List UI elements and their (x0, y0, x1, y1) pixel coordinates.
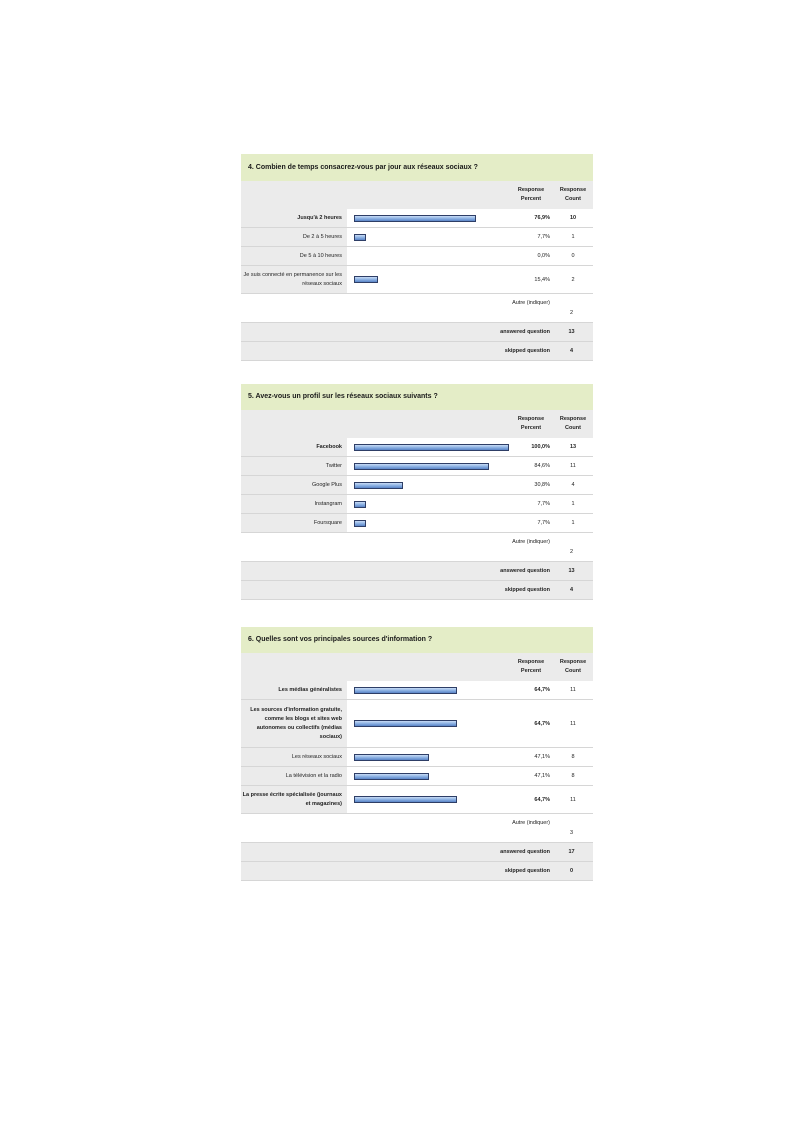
response-bar (354, 754, 429, 761)
table-row (241, 438, 593, 457)
table-row (241, 457, 593, 476)
table-row (241, 700, 593, 748)
answer-label: La presse écrite spécialisée (journaux et magazines) (241, 786, 347, 813)
table-row (241, 514, 593, 533)
survey-question-5 (241, 384, 593, 600)
skipped-count: 4 (569, 348, 574, 354)
answer-label: La télévision et la radio (241, 767, 347, 785)
answered-count: 13 (568, 329, 575, 335)
answer-label: Instangram (241, 495, 347, 513)
response-percent: 30,8% (534, 482, 550, 488)
response-count: 11 (570, 463, 576, 469)
response-count: 1 (571, 501, 575, 507)
other-label: Autre (indiquer) (512, 300, 550, 306)
response-percent: 64,7% (534, 720, 550, 727)
response-count: 11 (570, 687, 576, 693)
answer-label: Facebook (241, 438, 347, 456)
response-count-header: Response Count (559, 187, 587, 202)
response-count: 11 (570, 720, 576, 727)
other-count: 3 (569, 830, 574, 836)
skipped-row (241, 862, 593, 881)
skipped-row (241, 342, 593, 361)
question-title: 5. Avez-vous un profil sur les réseaux sociaux suivants ? (241, 384, 593, 410)
response-percent-header: Response Percent (517, 187, 545, 202)
other-label: Autre (indiquer) (512, 820, 550, 826)
response-bar (354, 482, 403, 489)
table-row (241, 786, 593, 814)
skipped-row (241, 581, 593, 600)
response-count: 11 (570, 796, 576, 803)
answer-label: Foursquare (241, 514, 347, 532)
other-row (241, 814, 593, 843)
skipped-count: 4 (569, 587, 574, 593)
response-bar (354, 276, 378, 283)
answered-row (241, 323, 593, 342)
skipped-count: 0 (569, 868, 574, 874)
table-header (241, 653, 593, 681)
response-bar (354, 215, 476, 222)
answered-count: 17 (568, 849, 575, 855)
question-title: 4. Combien de temps consacrez-vous par jour aux réseaux sociaux ? (241, 154, 593, 181)
answered-label: answered question (500, 568, 550, 574)
answer-label: De 2 à 5 heures (241, 228, 347, 246)
response-percent: 0,0% (537, 253, 550, 259)
other-count: 2 (569, 310, 574, 316)
table-row (241, 495, 593, 514)
survey-question-4 (241, 154, 593, 361)
response-count-header: Response Count (559, 416, 587, 431)
question-title: 6. Quelles sont vos principales sources d'information ? (241, 627, 593, 653)
table-header (241, 181, 593, 209)
answer-label: Les sources d'information gratuite, comme les blogs et sites web autonomes ou collectifs (médias sociaux) (241, 700, 347, 747)
table-row (241, 476, 593, 495)
answered-label: answered question (500, 329, 550, 335)
answered-count: 13 (568, 568, 575, 574)
response-bar (354, 720, 457, 727)
response-count: 1 (571, 520, 575, 526)
response-bar (354, 234, 366, 241)
response-count: 0 (571, 253, 575, 259)
response-bar (354, 444, 509, 451)
response-bar (354, 501, 366, 508)
response-percent-header: Response Percent (517, 659, 545, 674)
response-percent: 7,7% (537, 501, 550, 507)
answer-label: Les médias généralistes (241, 681, 347, 699)
table-row (241, 209, 593, 228)
answered-label: answered question (500, 849, 550, 855)
response-percent: 47,1% (534, 754, 550, 760)
response-percent: 64,7% (534, 687, 550, 693)
response-percent-header: Response Percent (517, 416, 545, 431)
answered-row (241, 843, 593, 862)
response-percent: 47,1% (534, 773, 550, 779)
table-row (241, 681, 593, 700)
skipped-label: skipped question (504, 587, 550, 593)
response-percent: 84,6% (534, 463, 550, 469)
response-bar (354, 796, 457, 803)
answer-label: Jusqu'à 2 heures (241, 209, 347, 227)
answer-label: De 5 à 10 heures (241, 247, 347, 265)
response-percent: 15,4% (534, 276, 550, 283)
other-row (241, 533, 593, 562)
answer-label: Google Plus (241, 476, 347, 494)
table-header (241, 410, 593, 438)
answered-row (241, 562, 593, 581)
response-bar (354, 773, 429, 780)
response-count: 4 (571, 482, 575, 488)
response-count: 2 (571, 276, 575, 283)
response-percent: 64,7% (534, 796, 550, 803)
response-percent: 100,0% (531, 444, 550, 450)
response-bar (354, 687, 457, 694)
table-row (241, 247, 593, 266)
answer-label: Twitter (241, 457, 347, 475)
other-row (241, 294, 593, 323)
response-bar (354, 463, 489, 470)
answer-label: Je suis connecté en permanence sur les réseaux sociaux (241, 266, 347, 293)
response-bar (354, 520, 366, 527)
survey-question-6 (241, 627, 593, 881)
table-row (241, 266, 593, 294)
response-percent: 7,7% (537, 234, 550, 240)
response-percent: 7,7% (537, 520, 550, 526)
other-count: 2 (569, 549, 574, 555)
response-count: 1 (571, 234, 575, 240)
table-row (241, 228, 593, 247)
response-count: 13 (569, 444, 577, 450)
skipped-label: skipped question (504, 868, 550, 874)
other-label: Autre (indiquer) (512, 539, 550, 545)
response-count: 10 (569, 215, 577, 221)
table-row (241, 748, 593, 767)
skipped-label: skipped question (504, 348, 550, 354)
answer-label: Les réseaux sociaux (241, 748, 347, 766)
table-row (241, 767, 593, 786)
response-count: 8 (571, 754, 575, 760)
response-count: 8 (571, 773, 575, 779)
response-percent: 76,9% (534, 215, 550, 221)
response-count-header: Response Count (559, 659, 587, 674)
